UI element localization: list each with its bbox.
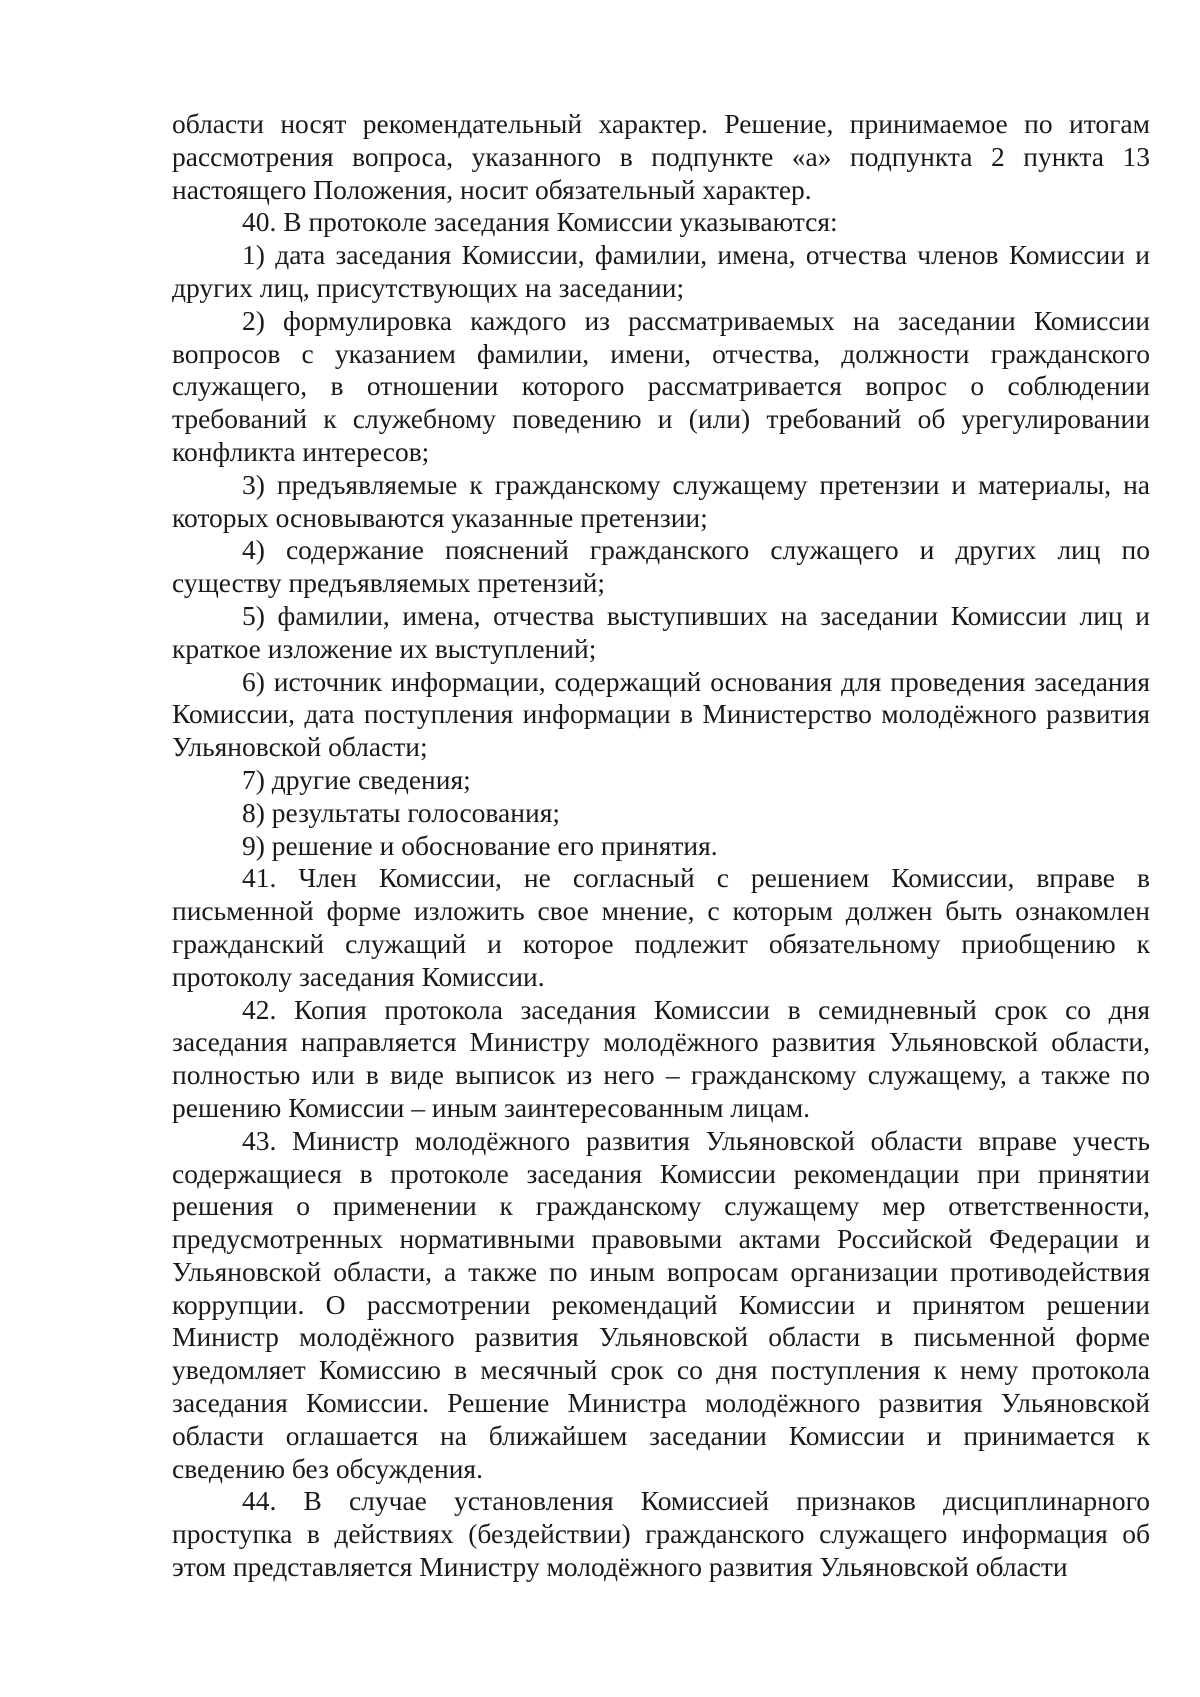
list-item-5: 5) фамилии, имена, отчества выступивших на заседании Комиссии лиц и краткое изложение их выступлений;: [172, 599, 1150, 664]
list-item-3: 3) предъявляемые к гражданскому служащему претензии и материалы, на которых основываются указанные претензии;: [172, 468, 1150, 533]
paragraph-continuation: области носят рекомендательный характер. Решение, принимаемое по итогам рассмотрения вопроса, указанного в подпункте «а» подпункта 2 пункта 13 настоящего Положения, носит обязательный характер.: [172, 108, 1150, 205]
list-item-1: 1) дата заседания Комиссии, фамилии, имена, отчества членов Комиссии и других лиц, присутствующих на заседании;: [172, 239, 1150, 303]
list-item-6: 6) источник информации, содержащий основания для проведения заседания Комиссии, дата поступления информации в Министерство молодёжного развития Ульяновской области;: [172, 665, 1150, 763]
list-item-4: 4) содержание пояснений гражданского служащего и других лиц по существу предъявляемых претензий;: [172, 534, 1150, 599]
list-item-7: 7) другие сведения;: [242, 763, 471, 795]
paragraph-41: 41. Член Комиссии, не согласный с решением Комиссии, вправе в письменной форме изложить свое мнение, с которым должен быть ознакомлен гражданский служащий и которое подлежит обязательному приобщению к протоколу заседания Комиссии.: [172, 862, 1150, 992]
document-body: [172, 108, 1150, 1584]
paragraph-43: 43. Министр молодёжного развития Ульяновской области вправе учесть содержащиеся в протоколе заседания Комиссии рекомендации при принятии решения о применении к гражданскому служащему мер ответственности, предусмотренных нормативными правовыми актами Российской Федерации и Ульяновской области, а также по иным вопросам организации противодействия коррупции. О рассмотрении рекомендаций Комиссии и принятом решении Министр молодёжного развития Ульяновской области в письменной форме уведомляет Комиссию в месячный срок со дня поступления к нему протокола заседания Комиссии. Решение Министра молодёжного развития Ульяновской области оглашается на ближайшем заседании Комиссии и принимается к сведению без обсуждения.: [172, 1124, 1150, 1484]
paragraph-40: 40. В протоколе заседания Комиссии указываются:: [242, 206, 838, 238]
list-item-9: 9) решение и обоснование его принятия.: [242, 829, 718, 861]
paragraph-42: 42. Копия протокола заседания Комиссии в семидневный срок со дня заседания направляется Министру молодёжного развития Ульяновской области, полностью или в виде выписок из него – гражданскому служащему, а также по решению Комиссии – иным заинтересованным лицам.: [172, 993, 1150, 1123]
list-item-2: 2) формулировка каждого из рассматриваемых на заседании Комиссии вопросов с указанием фамилии, имени, отчества, должности гражданского служащего, в отношении которого рассматривается вопрос о соблюдении требований к служебному поведению и (или) требований об урегулировании конфликта интересов;: [172, 304, 1150, 467]
paragraph-44: 44. В случае установления Комиссией признаков дисциплинарного проступка в действиях (бездействии) гражданского служащего информация об этом представляется Министру молодёжного развития Ульяновской области: [172, 1485, 1150, 1583]
list-item-8: 8) результаты голосования;: [242, 796, 560, 828]
